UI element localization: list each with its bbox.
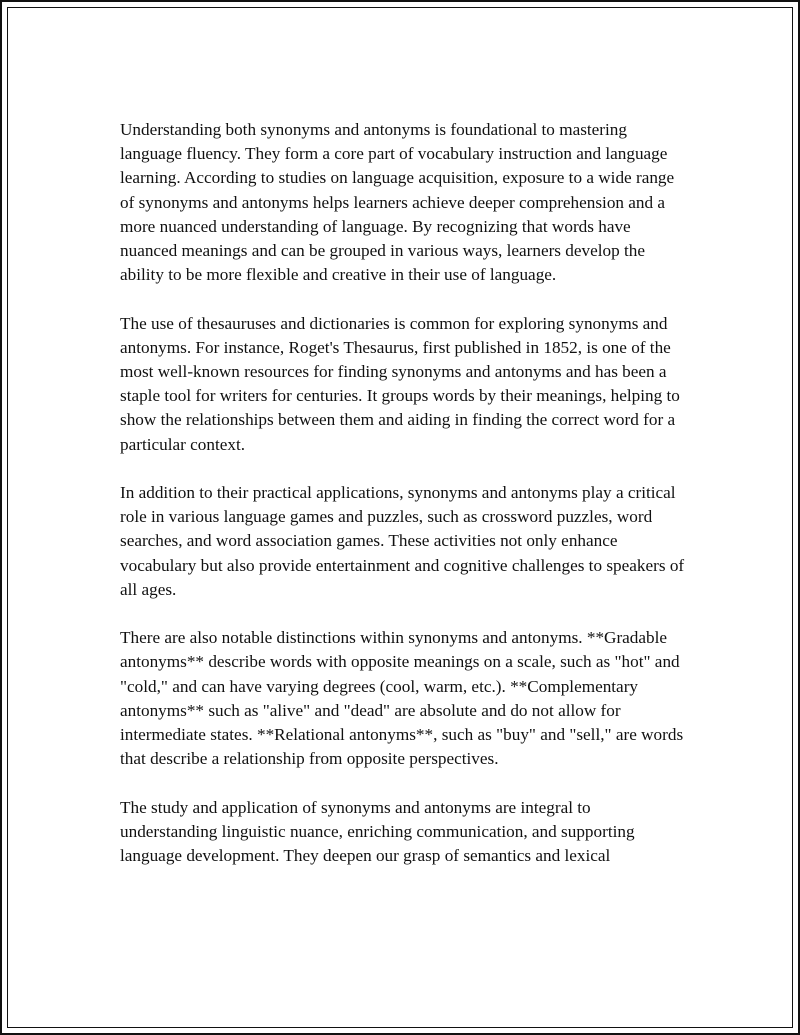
paragraph-3: In addition to their practical applications, synonyms and antonyms play a critical role in various language games and puzzles, such as crossword puzzles, word searches, and word association games. These activities not only enhance vocabulary but also provide entertainment and cognitive challenges to speakers of all ages. [120,483,685,599]
paragraph-4: There are also notable distinctions within synonyms and antonyms. **Gradable antonyms** describe words with opposite meanings on a scale, such as "hot" and "cold," and can have varying degrees (cool, warm, etc.). **Complementary antonyms** such as "alive" and "dead" are absolute and do not allow for intermediate states. **Relational antonyms**, such as "buy" and "sell," are words that describe a relationship from opposite perspectives. [120,628,684,769]
paragraph-1: Understanding both synonyms and antonyms is foundational to mastering language fluency. They form a core part of vocabulary instruction and language learning. According to studies on language acquisition, exposure to a wide range of synonyms and antonyms helps learners achieve deeper comprehension and a more nuanced understanding of language. By recognizing that words have nuanced meanings and can be grouped in various ways, learners develop the ability to be more flexible and creative in their use of language. [120,120,675,285]
paragraph-5: The study and application of synonyms and antonyms are integral to understanding linguistic nuance, enriching communication, and supporting language development. They deepen our grasp of semantics and lexical [120,797,635,866]
paragraph-2: The use of thesauruses and dictionaries is common for exploring synonyms and antonyms. For instance, Roget's Thesaurus, first published in 1852, is one of the most well-known resources for finding synonyms and antonyms and has been a staple tool for writers for centuries. It groups words by their meanings, helping to show the relationships between them and aiding in finding the correct word for a particular context. [120,313,680,454]
document-body [120,118,692,892]
